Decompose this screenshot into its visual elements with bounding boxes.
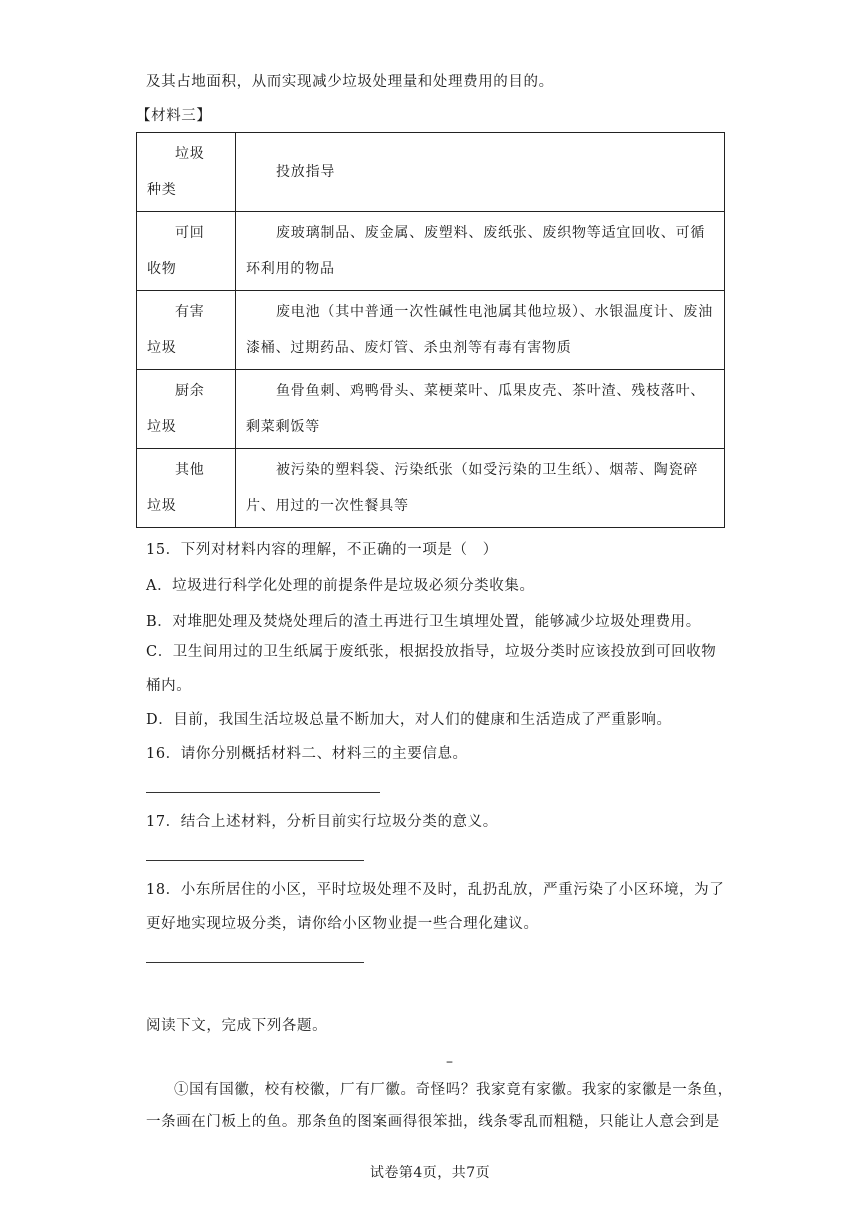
q18-stem-line2: 更好地实现垃圾分类，请你给小区物业提一些合理化建议。 xyxy=(146,916,539,932)
header-kind-cell xyxy=(137,133,236,212)
desc-text: 被污染的塑料袋、污染纸张（如受污染的卫生纸）、烟蒂、陶瓷碎片、用过的一次性餐具等 xyxy=(246,462,699,514)
q15-option-a: A．垃圾进行科学化处理的前提条件是垃圾必须分类收集。 xyxy=(146,578,535,594)
kind-a: 其他 xyxy=(175,462,205,478)
kind-a: 可回 xyxy=(175,225,205,241)
q17-answer-line[interactable] xyxy=(146,860,364,861)
q15-option-c-line1: C．卫生间用过的卫生纸属于废纸张，根据投放指导，垃圾分类时应该投放到可回收物 xyxy=(146,644,717,660)
desc-cell xyxy=(236,449,725,528)
material-label: 【材料三】 xyxy=(136,108,212,124)
passage-title-mark: – xyxy=(446,1054,453,1070)
q16-stem: 16．请你分别概括材料二、材料三的主要信息。 xyxy=(146,746,468,762)
kind-b: 收物 xyxy=(147,261,177,277)
kind-cell xyxy=(137,212,236,291)
table-header-row xyxy=(137,133,725,212)
sorting-guide-table xyxy=(136,132,725,528)
q15-option-c-line2: 桶内。 xyxy=(146,678,192,694)
passage-para1-line2: 一条画在门板上的鱼。那条鱼的图案画得很笨拙，线条零乱而粗糙，只能让人意会到是 xyxy=(146,1114,720,1130)
kind-cell xyxy=(137,370,236,449)
desc-cell xyxy=(236,370,725,449)
intro-line: 及其占地面积，从而实现减少垃圾处理量和处理费用的目的。 xyxy=(146,74,554,90)
desc-cell xyxy=(236,212,725,291)
page-footer: 试卷第4页，共7页 xyxy=(369,1165,491,1181)
header-desc: 投放指导 xyxy=(276,164,336,180)
desc-text: 废玻璃制品、废金属、废塑料、废纸张、废织物等适宜回收、可循环利用的物品 xyxy=(246,225,706,277)
kind-a: 有害 xyxy=(175,304,205,320)
passage-para1-line1: ①国有国徽，校有校徽，厂有厂徽。奇怪吗？我家竟有家徽。我家的家徽是一条鱼， xyxy=(174,1082,733,1098)
q17-stem: 17．结合上述材料，分析目前实行垃圾分类的意义。 xyxy=(146,814,498,830)
q15-option-b: B．对堆肥处理及焚烧处理后的渣土再进行卫生填埋处置，能够减少垃圾处理费用。 xyxy=(146,614,701,630)
q18-stem-line1: 18．小东所居住的小区，平时垃圾处理不及时，乱扔乱放，严重污染了小区环境，为了 xyxy=(146,882,725,898)
table-row xyxy=(137,291,725,370)
kind-b: 垃圾 xyxy=(147,419,177,435)
table-row xyxy=(137,212,725,291)
kind-cell xyxy=(137,449,236,528)
table-row xyxy=(137,449,725,528)
kind-b: 垃圾 xyxy=(147,498,177,514)
header-kind-a: 垃圾 xyxy=(175,146,205,162)
header-kind-b: 种类 xyxy=(147,182,177,198)
kind-cell xyxy=(137,291,236,370)
header-desc-cell xyxy=(236,133,725,212)
q15-option-d: D．目前，我国生活垃圾总量不断加大，对人们的健康和生活造成了严重影响。 xyxy=(146,712,672,728)
desc-cell xyxy=(236,291,725,370)
desc-text: 鱼骨鱼刺、鸡鸭骨头、菜梗菜叶、瓜果皮壳、茶叶渣、残枝落叶、剩菜剩饭等 xyxy=(246,383,706,435)
q16-answer-line[interactable] xyxy=(146,792,380,793)
table-row xyxy=(137,370,725,449)
reading-intro: 阅读下文，完成下列各题。 xyxy=(146,1018,328,1034)
kind-b: 垃圾 xyxy=(147,340,177,356)
desc-text: 废电池（其中普通一次性碱性电池属其他垃圾）、水银温度计、废油漆桶、过期药品、废灯管、杀虫剂等有毒有害物质 xyxy=(246,304,713,356)
q18-answer-line[interactable] xyxy=(146,962,364,963)
q15-stem: 15．下列对材料内容的理解，不正确的一项是（ ） xyxy=(146,542,498,558)
kind-a: 厨余 xyxy=(175,383,205,399)
